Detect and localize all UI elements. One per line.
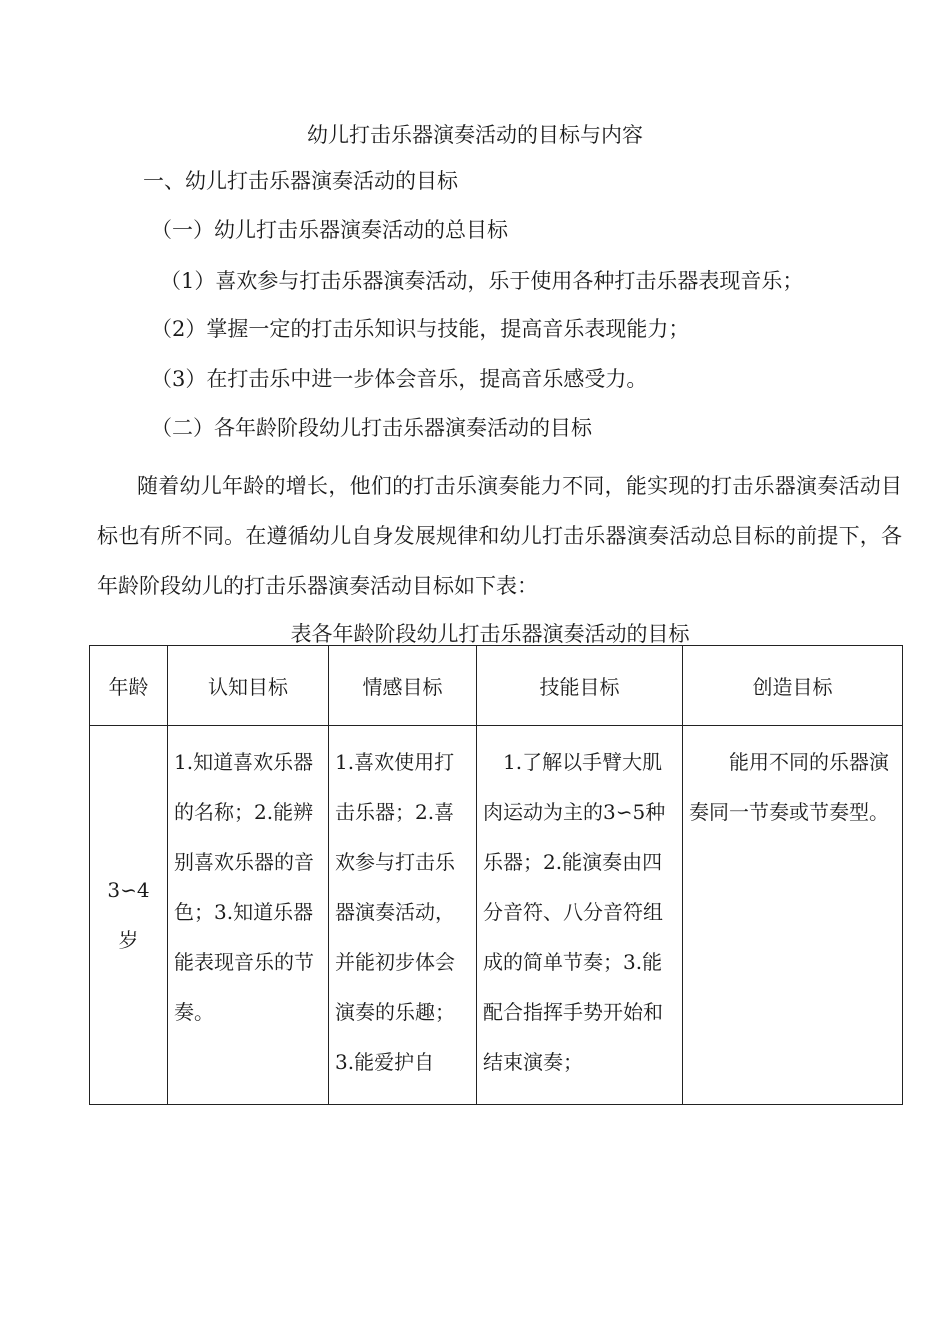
subsection-heading-overall-goals: （一）幼儿打击乐器演奏活动的总目标 bbox=[151, 218, 508, 242]
header-emotional: 情感目标 bbox=[329, 646, 477, 726]
table-row bbox=[90, 726, 903, 1105]
subsection-heading-age-goals: （二）各年龄阶段幼儿打击乐器演奏活动的目标 bbox=[151, 416, 592, 440]
creative-text: 能用不同的乐器演奏同一节奏或节奏型。 bbox=[689, 750, 889, 824]
goal-item-3: （3）在打击乐中进一步体会音乐，提高音乐感受力。 bbox=[151, 367, 648, 391]
creative-cell bbox=[683, 726, 903, 1105]
table-caption: 表各年龄阶段幼儿打击乐器演奏活动的目标 bbox=[290, 622, 690, 646]
table-header-row bbox=[90, 646, 903, 726]
goal-item-1: （1）喜欢参与打击乐器演奏活动，乐于使用各种打击乐器表现音乐； bbox=[160, 269, 804, 293]
age-unit: 岁 bbox=[118, 928, 139, 952]
skill-cell bbox=[477, 726, 683, 1105]
emotional-text: 1.喜欢使用打击乐器；2.喜欢参与打击乐器演奏活动，并能初步体会演奏的乐趣；3.能爱护自 bbox=[335, 750, 455, 1074]
cognitive-cell bbox=[168, 726, 329, 1105]
age-value: 3∽4 bbox=[107, 878, 150, 902]
body-paragraph: 随着幼儿年龄的增长，他们的打击乐演奏能力不同，能实现的打击乐器演奏活动目标也有所不同。在遵循幼儿自身发展规律和幼儿打击乐器演奏活动总目标的前提下，各年龄阶段幼儿的打击乐器演奏活动目标如下表： bbox=[97, 474, 902, 598]
goals-table bbox=[89, 645, 903, 1105]
emotional-cell bbox=[329, 726, 477, 1105]
header-age: 年龄 bbox=[90, 646, 168, 726]
header-cognitive: 认知目标 bbox=[168, 646, 329, 726]
document-title: 幼儿打击乐器演奏活动的目标与内容 bbox=[307, 123, 643, 147]
header-creative: 创造目标 bbox=[683, 646, 903, 726]
age-cell bbox=[90, 726, 168, 1105]
section-heading: 一、幼儿打击乐器演奏活动的目标 bbox=[143, 169, 458, 193]
cognitive-text: 1.知道喜欢乐器的名称；2.能辨别喜欢乐器的音色；3.知道乐器能表现音乐的节奏。 bbox=[174, 750, 314, 1024]
goal-item-2: （2）掌握一定的打击乐知识与技能，提高音乐表现能力； bbox=[151, 317, 690, 341]
skill-text: 1.了解以手臂大肌肉运动为主的3∽5种乐器；2.能演奏由四分音符、八分音符组成的简单节奏；3.能配合指挥手势开始和结束演奏； bbox=[483, 750, 666, 1074]
header-skill: 技能目标 bbox=[477, 646, 683, 726]
